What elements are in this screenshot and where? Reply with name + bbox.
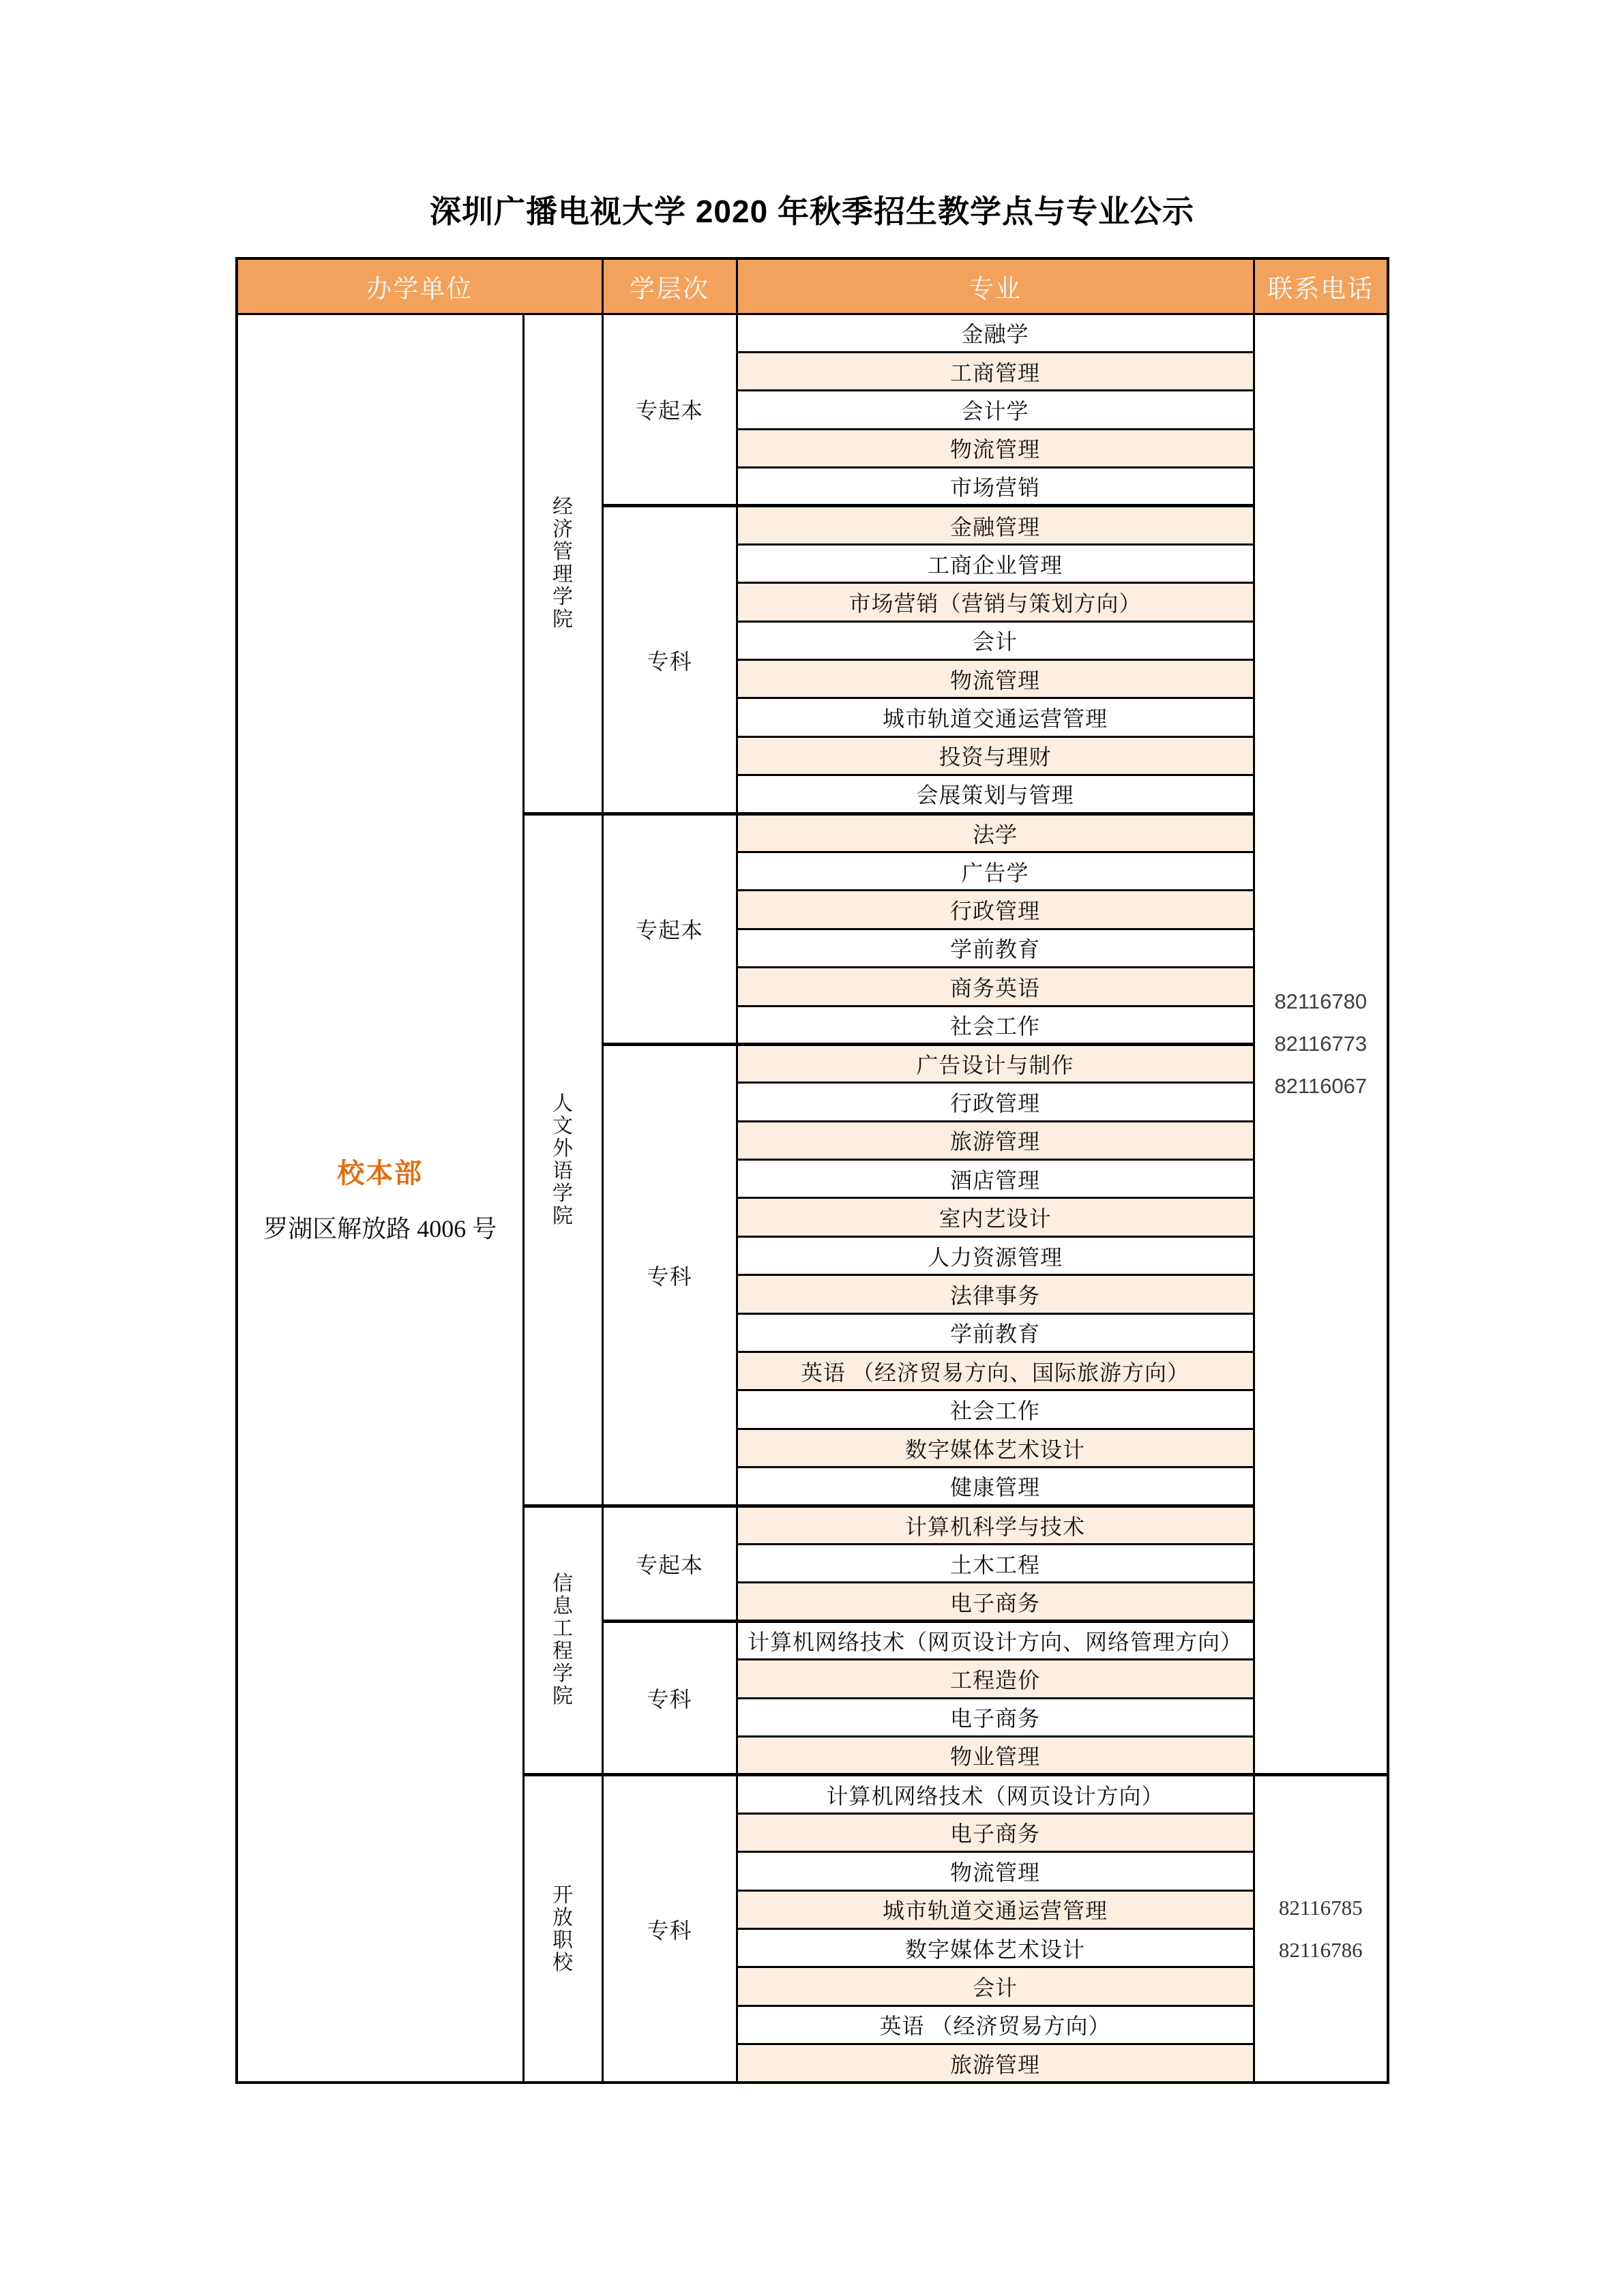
major-cell: 学前教育 <box>737 929 1254 967</box>
campus-cell <box>237 314 523 2083</box>
major-cell: 商务英语 <box>737 968 1254 1006</box>
major-cell: 酒店管理 <box>737 1160 1254 1198</box>
major-cell: 旅游管理 <box>737 1121 1254 1159</box>
major-cell: 会计 <box>737 1967 1254 2006</box>
major-cell: 物流管理 <box>737 429 1254 467</box>
college-cell <box>523 1506 602 1775</box>
phone-cell <box>1254 314 1388 1775</box>
major-cell: 行政管理 <box>737 891 1254 929</box>
major-cell: 物业管理 <box>737 1736 1254 1774</box>
major-cell: 会计 <box>737 621 1254 659</box>
level-cell: 专科 <box>602 1775 737 2083</box>
college-cell <box>523 314 602 814</box>
major-cell: 法学 <box>737 814 1254 852</box>
college-cell <box>523 814 602 1506</box>
major-cell: 城市轨道交通运营管理 <box>737 698 1254 736</box>
major-cell: 金融学 <box>737 314 1254 352</box>
phone-number: 82116786 <box>1278 1937 1363 1962</box>
major-cell: 电子商务 <box>737 1698 1254 1736</box>
major-cell: 电子商务 <box>737 1583 1254 1621</box>
major-cell: 物流管理 <box>737 660 1254 698</box>
major-cell: 工程造价 <box>737 1660 1254 1698</box>
major-cell: 会展策划与管理 <box>737 775 1254 814</box>
level-cell: 专起本 <box>602 814 737 1044</box>
major-cell: 行政管理 <box>737 1083 1254 1121</box>
major-cell: 工商企业管理 <box>737 544 1254 582</box>
major-cell: 学前教育 <box>737 1313 1254 1352</box>
college-name: 信息工程学院 <box>552 1572 573 1708</box>
college-name: 人文外语学院 <box>552 1092 573 1227</box>
college-name: 开放职校 <box>552 1883 573 1974</box>
major-cell: 数字媒体艺术设计 <box>737 1429 1254 1467</box>
major-cell: 社会工作 <box>737 1006 1254 1044</box>
major-cell: 计算机科学与技术 <box>737 1506 1254 1544</box>
header-major: 专业 <box>737 258 1254 314</box>
level-cell: 专科 <box>602 1621 737 1775</box>
table-row <box>237 314 1388 352</box>
phone-number: 82116773 <box>1274 1031 1368 1056</box>
major-cell: 英语 （经济贸易方向、国际旅游方向） <box>737 1352 1254 1390</box>
major-cell: 计算机网络技术（网页设计方向、网络管理方向） <box>737 1621 1254 1659</box>
major-cell: 电子商务 <box>737 1813 1254 1851</box>
level-cell: 专科 <box>602 506 737 814</box>
major-cell: 健康管理 <box>737 1467 1254 1506</box>
major-cell: 投资与理财 <box>737 736 1254 775</box>
major-cell: 物流管理 <box>737 1852 1254 1890</box>
college-cell <box>523 1775 602 2083</box>
level-cell: 专科 <box>602 1044 737 1506</box>
major-cell: 法律事务 <box>737 1275 1254 1313</box>
major-cell: 市场营销（营销与策划方向） <box>737 583 1254 621</box>
major-cell: 工商管理 <box>737 352 1254 390</box>
page-title: 深圳广播电视大学 2020 年秋季招生教学点与专业公示 <box>430 194 1194 229</box>
campus-name: 校本部 <box>337 1157 424 1189</box>
major-cell: 数字媒体艺术设计 <box>737 1928 1254 1967</box>
major-cell: 会计学 <box>737 391 1254 429</box>
major-cell: 人力资源管理 <box>737 1236 1254 1274</box>
level-cell: 专起本 <box>602 314 737 506</box>
major-cell: 计算机网络技术（网页设计方向） <box>737 1775 1254 1813</box>
major-cell: 英语 （经济贸易方向） <box>737 2006 1254 2044</box>
major-cell: 社会工作 <box>737 1390 1254 1429</box>
header-phone: 联系电话 <box>1254 258 1388 314</box>
major-cell: 广告学 <box>737 852 1254 890</box>
header-unit: 办学单位 <box>237 258 602 314</box>
major-cell: 室内艺设计 <box>737 1198 1254 1236</box>
phone-cell <box>1254 1775 1388 2083</box>
major-cell: 金融管理 <box>737 506 1254 544</box>
campus-address: 罗湖区解放路 4006 号 <box>263 1214 497 1242</box>
major-cell: 土木工程 <box>737 1545 1254 1583</box>
major-cell: 广告设计与制作 <box>737 1044 1254 1082</box>
phone-number: 82116780 <box>1274 989 1368 1013</box>
header-row <box>237 258 1388 314</box>
college-name: 经济管理学院 <box>552 496 573 631</box>
major-cell: 市场营销 <box>737 468 1254 506</box>
header-level: 学层次 <box>602 258 737 314</box>
phone-number: 82116785 <box>1278 1895 1363 1920</box>
major-cell: 旅游管理 <box>737 2044 1254 2083</box>
enrollment-table <box>235 257 1389 2084</box>
level-cell: 专起本 <box>602 1506 737 1621</box>
major-cell: 城市轨道交通运营管理 <box>737 1890 1254 1928</box>
phone-number: 82116067 <box>1274 1073 1368 1098</box>
